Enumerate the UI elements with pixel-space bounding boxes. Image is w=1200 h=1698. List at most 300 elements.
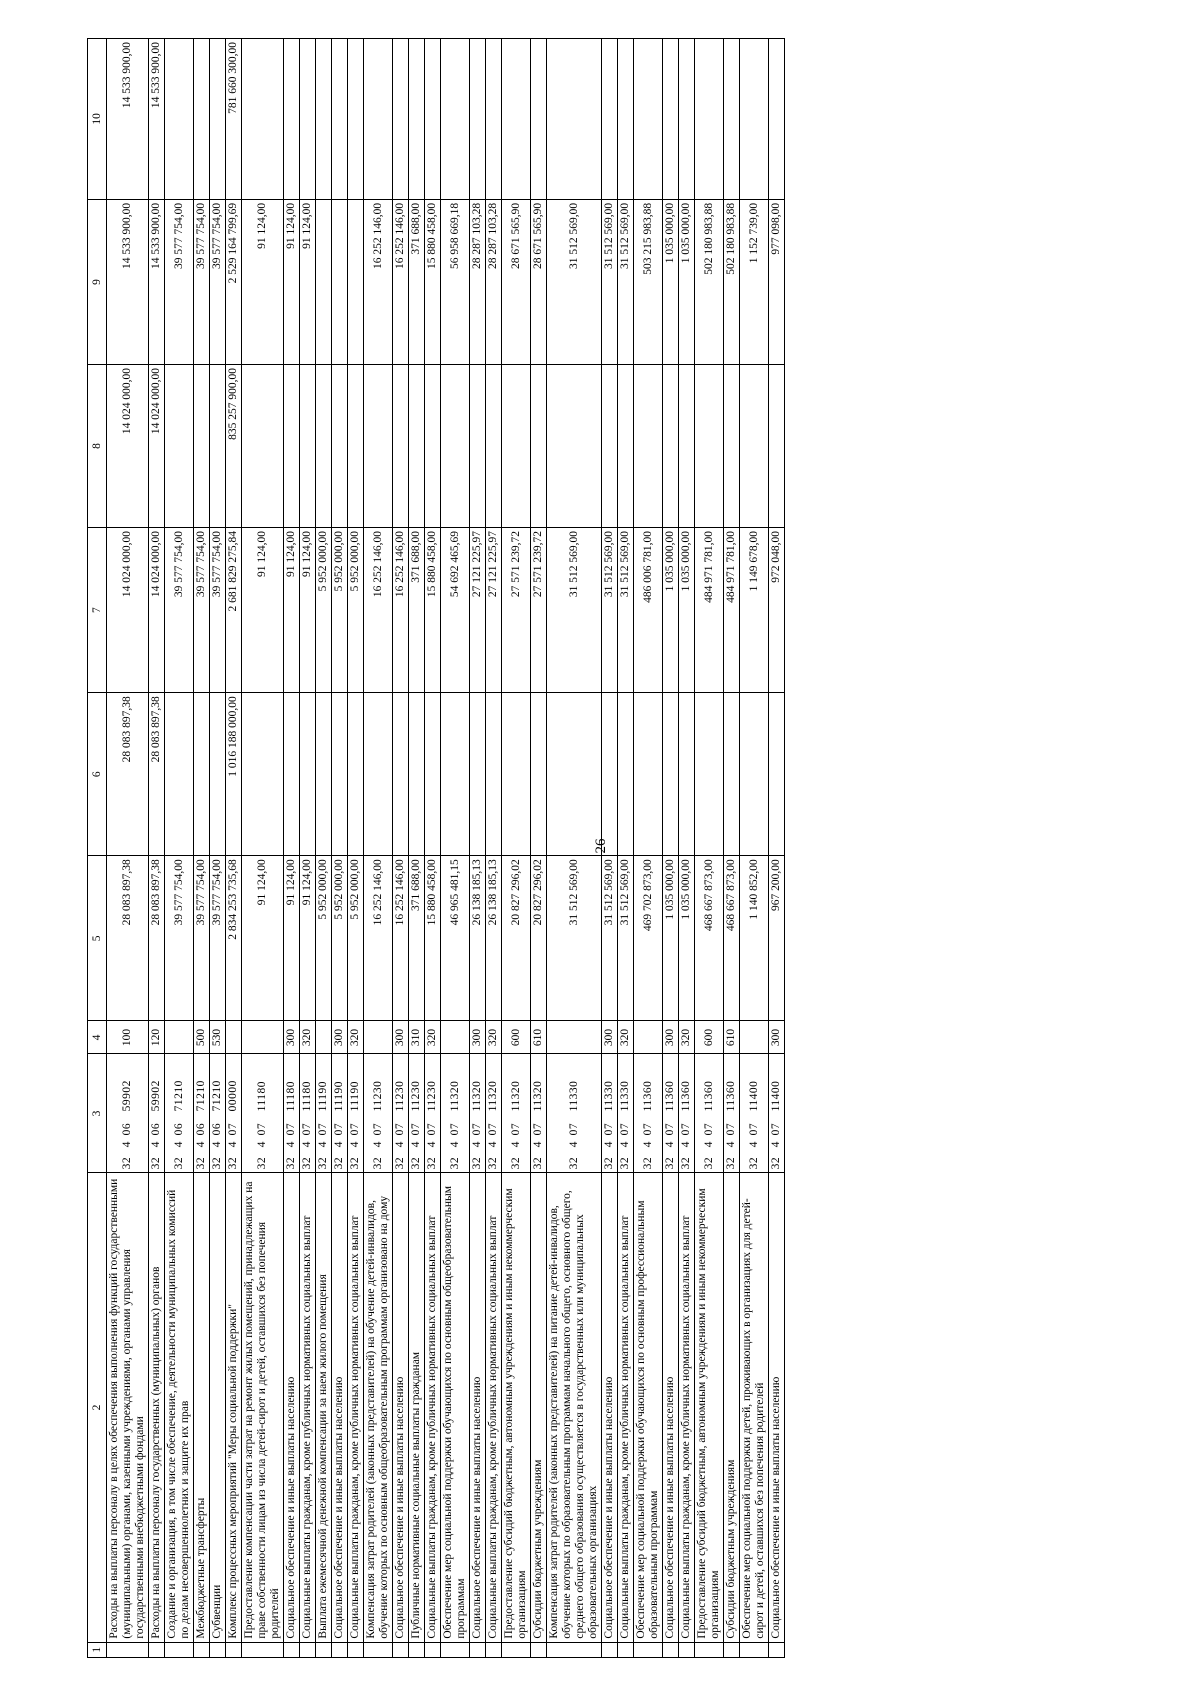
- amount-cell: [663, 365, 679, 528]
- description-cell: Расходы на выплаты персоналу государственных (муниципальных) органов: [149, 1173, 165, 1642]
- amount-cell: 39 577 754,00: [165, 528, 194, 693]
- amount-cell: 5 952 000,00: [348, 528, 364, 693]
- expense-type-cell: 320: [618, 1021, 634, 1054]
- table-body: [107, 39, 785, 1658]
- row-number-cell: [165, 1642, 194, 1657]
- code-part: 11230: [426, 1080, 438, 1112]
- code-part: 4: [725, 1141, 737, 1148]
- description-cell: Социальные выплаты гражданам, кроме публичных нормативных социальных выплат: [425, 1173, 441, 1642]
- expense-type-cell: 100: [107, 1021, 149, 1054]
- amount-cell: 503 215 983,88: [634, 199, 663, 364]
- code-part: 11320: [471, 1080, 483, 1112]
- amount-cell: 2 834 253 735,68: [226, 856, 242, 1021]
- expense-type-cell: 530: [210, 1021, 226, 1054]
- code-part: 07: [317, 1122, 329, 1136]
- code-part: 07: [770, 1122, 782, 1136]
- amount-cell: [242, 39, 284, 200]
- code-cell: [547, 1054, 602, 1173]
- description-cell: Обеспечение мер социальной поддержки обучающихся по основным профессиональным образовательным программам: [634, 1173, 663, 1642]
- expense-type-cell: 320: [425, 1021, 441, 1054]
- amount-cell: [316, 365, 332, 528]
- amount-cell: 28 083 897,38: [107, 856, 149, 1021]
- amount-cell: 31 512 569,00: [618, 199, 634, 364]
- amount-cell: 1 149 678,00: [740, 528, 769, 693]
- code-part: 4: [567, 1141, 580, 1148]
- code-part: 32: [603, 1156, 615, 1170]
- amount-cell: 16 252 146,00: [364, 199, 393, 364]
- code-part: 4: [349, 1141, 361, 1148]
- amount-cell: 14 533 900,00: [107, 39, 149, 200]
- code-cell: [226, 1054, 242, 1173]
- expense-type-cell: 300: [393, 1021, 409, 1054]
- table-row: [364, 39, 393, 1658]
- code-part: 11330: [567, 1080, 580, 1112]
- code-part: 07: [256, 1122, 268, 1136]
- amount-cell: [740, 39, 769, 200]
- row-number-cell: [663, 1642, 679, 1657]
- amount-cell: [300, 39, 316, 200]
- amount-cell: 484 971 781,00: [695, 528, 724, 693]
- code-cell: [695, 1054, 724, 1173]
- amount-cell: [695, 693, 724, 856]
- code-part: 06: [211, 1122, 223, 1136]
- code-part: 32: [172, 1156, 185, 1170]
- column-header: 7: [88, 528, 107, 693]
- code-cell: [284, 1054, 300, 1173]
- amount-cell: [364, 693, 393, 856]
- amount-cell: 28 083 897,38: [149, 856, 165, 1021]
- amount-cell: [724, 365, 740, 528]
- code-cell: [300, 1054, 316, 1173]
- amount-cell: 28 083 897,38: [107, 693, 149, 856]
- amount-cell: 16 252 146,00: [393, 856, 409, 1021]
- amount-cell: 26 138 185,13: [470, 856, 486, 1021]
- code-part: 32: [256, 1156, 268, 1170]
- code-part: 07: [394, 1122, 406, 1136]
- table-row: [695, 39, 724, 1658]
- amount-cell: 1 035 000,00: [663, 199, 679, 364]
- amount-cell: [332, 199, 348, 364]
- code-part: 11230: [410, 1080, 422, 1112]
- amount-cell: [300, 693, 316, 856]
- column-header: 4: [88, 1021, 107, 1054]
- expense-type-cell: 300: [332, 1021, 348, 1054]
- code-cell: [769, 1054, 785, 1173]
- amount-cell: 502 180 983,88: [695, 199, 724, 364]
- amount-cell: 14 024 000,00: [149, 528, 165, 693]
- code-part: 11320: [448, 1080, 461, 1112]
- description-cell: Субсидии бюджетным учреждениям: [531, 1173, 547, 1642]
- amount-cell: [724, 39, 740, 200]
- column-header: 9: [88, 199, 107, 364]
- amount-cell: [316, 39, 332, 200]
- code-cell: [364, 1054, 393, 1173]
- code-cell: [210, 1054, 226, 1173]
- page-number: 26: [593, 838, 609, 854]
- amount-cell: [194, 365, 210, 528]
- code-part: 4: [227, 1141, 239, 1148]
- column-header: 6: [88, 693, 107, 856]
- table-row: [425, 39, 441, 1658]
- description-cell: Социальные выплаты гражданам, кроме публичных нормативных социальных выплат: [618, 1173, 634, 1642]
- row-number-cell: [107, 1642, 149, 1657]
- amount-cell: 28 671 565,90: [531, 199, 547, 364]
- amount-cell: 977 098,00: [769, 199, 785, 364]
- amount-cell: [165, 39, 194, 200]
- amount-cell: 1 035 000,00: [679, 856, 695, 1021]
- table-row: [679, 39, 695, 1658]
- row-number-cell: [149, 1642, 165, 1657]
- code-part: 4: [150, 1141, 162, 1148]
- code-cell: [393, 1054, 409, 1173]
- amount-cell: [194, 693, 210, 856]
- row-number-cell: [695, 1642, 724, 1657]
- table-row: [149, 39, 165, 1658]
- code-cell: [316, 1054, 332, 1173]
- amount-cell: [634, 693, 663, 856]
- code-part: 32: [410, 1156, 422, 1170]
- table-row: [531, 39, 547, 1658]
- code-part: 07: [471, 1122, 483, 1136]
- amount-cell: [486, 39, 502, 200]
- expense-type-cell: 300: [769, 1021, 785, 1054]
- code-part: 07: [371, 1122, 384, 1136]
- code-part: 4: [426, 1141, 438, 1148]
- expense-type-cell: [242, 1021, 284, 1054]
- expense-type-cell: 610: [531, 1021, 547, 1054]
- description-cell: Расходы на выплаты персоналу в целях обеспечения выполнения функций государственными (муниципальными) органами, казенными учреждениями, органами управления государственными внебюджетными фондами: [107, 1173, 149, 1642]
- amount-cell: 835 257 900,00: [226, 365, 242, 528]
- code-part: 06: [195, 1122, 207, 1136]
- code-part: 32: [471, 1156, 483, 1170]
- description-cell: Субсидии бюджетным учреждениям: [724, 1173, 740, 1642]
- amount-cell: [679, 365, 695, 528]
- amount-cell: [634, 365, 663, 528]
- amount-cell: [425, 365, 441, 528]
- row-number-cell: [242, 1642, 284, 1657]
- amount-cell: 31 512 569,00: [547, 528, 602, 693]
- code-cell: [724, 1054, 740, 1173]
- amount-cell: [531, 365, 547, 528]
- amount-cell: 2 529 164 799,69: [226, 199, 242, 364]
- code-part: 4: [195, 1141, 207, 1148]
- amount-cell: 20 827 296,02: [531, 856, 547, 1021]
- amount-cell: 14 533 900,00: [107, 199, 149, 364]
- expense-type-cell: 300: [602, 1021, 618, 1054]
- amount-cell: 5 952 000,00: [316, 856, 332, 1021]
- amount-cell: 14 024 000,00: [149, 365, 165, 528]
- amount-cell: 39 577 754,00: [165, 199, 194, 364]
- amount-cell: [618, 39, 634, 200]
- rotated-page-content: [87, 38, 1197, 1658]
- expense-type-cell: 600: [695, 1021, 724, 1054]
- amount-cell: [531, 39, 547, 200]
- description-cell: Социальные выплаты гражданам, кроме публичных нормативных социальных выплат: [300, 1173, 316, 1642]
- amount-cell: 14 024 000,00: [107, 365, 149, 528]
- description-cell: Социальное обеспечение и иные выплаты населению: [393, 1173, 409, 1642]
- code-part: 71210: [211, 1080, 223, 1112]
- amount-cell: 781 660 300,00: [226, 39, 242, 200]
- code-part: 11320: [509, 1080, 522, 1112]
- code-part: 11190: [333, 1081, 345, 1112]
- code-part: 11360: [680, 1080, 692, 1112]
- amount-cell: [210, 693, 226, 856]
- amount-cell: 27 121 225,97: [470, 528, 486, 693]
- code-part: 07: [448, 1122, 461, 1136]
- amount-cell: [502, 693, 531, 856]
- amount-cell: [316, 693, 332, 856]
- code-cell: [502, 1054, 531, 1173]
- amount-cell: [470, 693, 486, 856]
- amount-cell: [210, 365, 226, 528]
- amount-cell: 469 702 873,00: [634, 856, 663, 1021]
- code-part: 4: [770, 1141, 782, 1148]
- code-part: 32: [121, 1156, 133, 1170]
- amount-cell: [332, 365, 348, 528]
- code-cell: [425, 1054, 441, 1173]
- code-part: 4: [256, 1141, 268, 1148]
- amount-cell: 1 140 852,00: [740, 856, 769, 1021]
- row-number-cell: [769, 1642, 785, 1657]
- code-part: 07: [285, 1122, 297, 1136]
- expense-type-cell: 120: [149, 1021, 165, 1054]
- code-cell: [242, 1054, 284, 1173]
- code-part: 07: [410, 1122, 422, 1136]
- amount-cell: [409, 365, 425, 528]
- code-part: 11400: [747, 1080, 760, 1112]
- amount-cell: 15 880 458,00: [425, 856, 441, 1021]
- amount-cell: 26 138 185,13: [486, 856, 502, 1021]
- code-part: 32: [211, 1156, 223, 1170]
- row-number-cell: [210, 1642, 226, 1657]
- expense-type-cell: [634, 1021, 663, 1054]
- amount-cell: 91 124,00: [284, 199, 300, 364]
- code-part: 11190: [349, 1081, 361, 1112]
- row-number-cell: [284, 1642, 300, 1657]
- code-part: 32: [619, 1156, 631, 1170]
- code-part: 07: [619, 1122, 631, 1136]
- amount-cell: [364, 39, 393, 200]
- code-part: 4: [487, 1141, 499, 1148]
- amount-cell: 468 667 873,00: [695, 856, 724, 1021]
- row-number-cell: [470, 1642, 486, 1657]
- code-part: 32: [333, 1156, 345, 1170]
- amount-cell: 91 124,00: [284, 528, 300, 693]
- expense-type-cell: [441, 1021, 470, 1054]
- code-part: 59902: [121, 1080, 133, 1112]
- table-row: [618, 39, 634, 1658]
- amount-cell: 28 083 897,38: [149, 693, 165, 856]
- code-part: 4: [603, 1141, 615, 1148]
- code-part: 4: [619, 1141, 631, 1148]
- code-part: 32: [349, 1156, 361, 1170]
- amount-cell: 502 180 983,88: [724, 199, 740, 364]
- amount-cell: [194, 39, 210, 200]
- table-row: [165, 39, 194, 1658]
- code-cell: [634, 1054, 663, 1173]
- code-part: 11360: [664, 1080, 676, 1112]
- table-row: [210, 39, 226, 1658]
- description-cell: Социальные выплаты гражданам, кроме публичных нормативных социальных выплат: [679, 1173, 695, 1642]
- amount-cell: [547, 39, 602, 200]
- code-part: 11230: [394, 1080, 406, 1112]
- table-row: [242, 39, 284, 1658]
- code-part: 4: [641, 1141, 654, 1148]
- amount-cell: 15 880 458,00: [425, 528, 441, 693]
- amount-cell: [602, 693, 618, 856]
- amount-cell: [502, 39, 531, 200]
- table-row: [634, 39, 663, 1658]
- table-row: [393, 39, 409, 1658]
- code-part: 07: [487, 1122, 499, 1136]
- amount-cell: 31 512 569,00: [602, 199, 618, 364]
- amount-cell: [348, 199, 364, 364]
- table-row: [332, 39, 348, 1658]
- code-part: 11360: [725, 1080, 737, 1112]
- amount-cell: [165, 365, 194, 528]
- amount-cell: 14 024 000,00: [107, 528, 149, 693]
- amount-cell: 39 577 754,00: [210, 528, 226, 693]
- amount-cell: 371 688,00: [409, 856, 425, 1021]
- code-part: 06: [121, 1122, 133, 1136]
- amount-cell: 31 512 569,00: [602, 528, 618, 693]
- amount-cell: [348, 365, 364, 528]
- amount-cell: [441, 39, 470, 200]
- amount-cell: 484 971 781,00: [724, 528, 740, 693]
- amount-cell: 28 287 103,28: [486, 199, 502, 364]
- code-part: 11180: [256, 1081, 268, 1112]
- amount-cell: 31 512 569,00: [547, 856, 602, 1021]
- amount-cell: 27 121 225,97: [486, 528, 502, 693]
- code-part: 71210: [172, 1080, 185, 1112]
- code-part: 32: [301, 1156, 313, 1170]
- code-part: 32: [285, 1156, 297, 1170]
- description-cell: Социальное обеспечение и иные выплаты населению: [663, 1173, 679, 1642]
- row-number-cell: [547, 1642, 602, 1657]
- description-cell: Компенсация затрат родителей (законных представителей) на питание детей-инвалидов, обучение которых по образовательным программам начального общего, основного общего, среднего общего образования осуществляется в государственных или муниципальных образовательных организациях: [547, 1173, 602, 1642]
- code-part: 32: [641, 1156, 654, 1170]
- amount-cell: 1 035 000,00: [679, 199, 695, 364]
- code-part: 07: [567, 1122, 580, 1136]
- amount-cell: 31 512 569,00: [618, 856, 634, 1021]
- amount-cell: [502, 365, 531, 528]
- amount-cell: [695, 39, 724, 200]
- amount-cell: 15 880 458,00: [425, 199, 441, 364]
- code-part: 07: [532, 1122, 544, 1136]
- code-part: 4: [747, 1141, 760, 1148]
- amount-cell: 1 152 739,00: [740, 199, 769, 364]
- amount-cell: [348, 39, 364, 200]
- code-part: 07: [725, 1122, 737, 1136]
- row-number-cell: [602, 1642, 618, 1657]
- code-part: 59902: [150, 1080, 162, 1112]
- code-part: 07: [426, 1122, 438, 1136]
- row-number-cell: [486, 1642, 502, 1657]
- description-cell: Предоставление субсидий бюджетным, автономным учреждениям и иным некоммерческим организациям: [502, 1173, 531, 1642]
- expense-type-cell: 320: [300, 1021, 316, 1054]
- table-row: [769, 39, 785, 1658]
- expense-type-cell: 500: [194, 1021, 210, 1054]
- code-part: 32: [567, 1156, 580, 1170]
- row-number-cell: [740, 1642, 769, 1657]
- code-part: 11360: [641, 1080, 654, 1112]
- code-part: 4: [285, 1141, 297, 1148]
- row-number-cell: [300, 1642, 316, 1657]
- code-part: 07: [333, 1122, 345, 1136]
- budget-table: [87, 38, 785, 1658]
- code-cell: [618, 1054, 634, 1173]
- amount-cell: [348, 693, 364, 856]
- row-number-cell: [724, 1642, 740, 1657]
- amount-cell: [769, 39, 785, 200]
- amount-cell: [547, 365, 602, 528]
- table-row: [194, 39, 210, 1658]
- amount-cell: [470, 39, 486, 200]
- amount-cell: 14 533 900,00: [149, 39, 165, 200]
- amount-cell: 31 512 569,00: [618, 528, 634, 693]
- amount-cell: 91 124,00: [300, 528, 316, 693]
- row-number-cell: [332, 1642, 348, 1657]
- row-number-cell: [194, 1642, 210, 1657]
- code-part: 11180: [285, 1081, 297, 1112]
- amount-cell: 39 577 754,00: [194, 856, 210, 1021]
- amount-cell: [663, 39, 679, 200]
- table-row: [724, 39, 740, 1658]
- code-part: 07: [301, 1122, 313, 1136]
- code-part: 32: [702, 1156, 715, 1170]
- description-cell: Социальные выплаты гражданам, кроме публичных нормативных социальных выплат: [348, 1173, 364, 1642]
- code-cell: [740, 1054, 769, 1173]
- code-part: 32: [532, 1156, 544, 1170]
- expense-type-cell: 310: [409, 1021, 425, 1054]
- amount-cell: 91 124,00: [242, 856, 284, 1021]
- table-row: [441, 39, 470, 1658]
- amount-cell: [300, 365, 316, 528]
- amount-cell: 20 827 296,02: [502, 856, 531, 1021]
- amount-cell: [470, 365, 486, 528]
- code-cell: [470, 1054, 486, 1173]
- amount-cell: 31 512 569,00: [547, 199, 602, 364]
- row-number-cell: [441, 1642, 470, 1657]
- code-part: 06: [172, 1122, 185, 1136]
- code-part: 32: [747, 1156, 760, 1170]
- code-part: 32: [509, 1156, 522, 1170]
- amount-cell: [618, 365, 634, 528]
- code-part: 32: [426, 1156, 438, 1170]
- code-part: 32: [770, 1156, 782, 1170]
- amount-cell: 967 200,00: [769, 856, 785, 1021]
- description-cell: Субвенции: [210, 1173, 226, 1642]
- code-part: 11180: [301, 1081, 313, 1112]
- code-part: 07: [747, 1122, 760, 1136]
- code-part: 07: [664, 1122, 676, 1136]
- expense-type-cell: [364, 1021, 393, 1054]
- code-part: 07: [227, 1122, 239, 1136]
- amount-cell: 27 571 239,72: [502, 528, 531, 693]
- code-part: 71210: [195, 1080, 207, 1112]
- description-cell: Социальное обеспечение и иные выплаты населению: [284, 1173, 300, 1642]
- header-row: [88, 39, 107, 1658]
- column-header: 8: [88, 365, 107, 528]
- code-part: 4: [702, 1141, 715, 1148]
- amount-cell: [425, 39, 441, 200]
- code-part: 4: [172, 1141, 185, 1148]
- amount-cell: [724, 693, 740, 856]
- code-part: 07: [349, 1122, 361, 1136]
- table-row: [486, 39, 502, 1658]
- amount-cell: 5 952 000,00: [316, 528, 332, 693]
- code-part: 4: [532, 1141, 544, 1148]
